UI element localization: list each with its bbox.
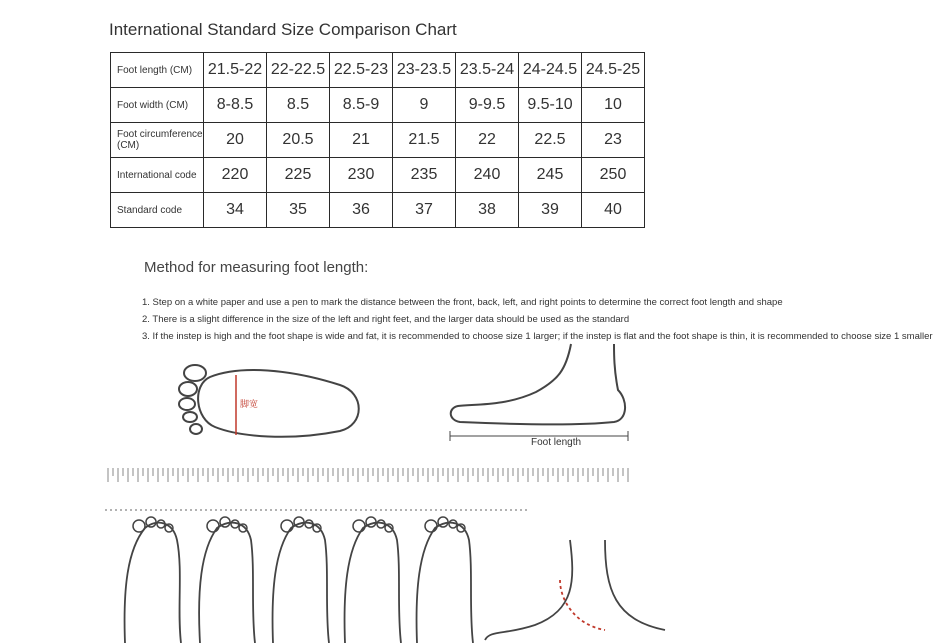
- table-row: [111, 53, 645, 88]
- table-cell: 235: [393, 158, 456, 193]
- row-label: Foot width (CM): [111, 88, 204, 123]
- table-cell: 225: [267, 158, 330, 193]
- table-cell: 8.5-9: [330, 88, 393, 123]
- table-cell: 250: [582, 158, 645, 193]
- table-cell: 10: [582, 88, 645, 123]
- table-cell: 24.5-25: [582, 53, 645, 88]
- table-cell: 245: [519, 158, 582, 193]
- table-cell: 22: [456, 123, 519, 158]
- size-comparison-table: [110, 52, 645, 228]
- row-label: Foot circumference (CM): [111, 123, 204, 158]
- table-cell: 22.5: [519, 123, 582, 158]
- table-cell: 9-9.5: [456, 88, 519, 123]
- table-cell: 20: [204, 123, 267, 158]
- foot-side-figure: [446, 340, 636, 445]
- row-label: Foot length (CM): [111, 53, 204, 88]
- row-label: Standard code: [111, 193, 204, 228]
- table-cell: 240: [456, 158, 519, 193]
- table-cell: 24-24.5: [519, 53, 582, 88]
- table-cell: 220: [204, 158, 267, 193]
- table-cell: 35: [267, 193, 330, 228]
- foot-length-label: Foot length: [531, 437, 582, 448]
- table-cell: 23-23.5: [393, 53, 456, 88]
- foot-shapes-figure: [105, 500, 710, 643]
- row-label: International code: [111, 158, 204, 193]
- ruler: [108, 466, 630, 484]
- table-cell: 39: [519, 193, 582, 228]
- table-cell: 21.5: [393, 123, 456, 158]
- table-cell: 8.5: [267, 88, 330, 123]
- measure-note-3: 3. If the instep is high and the foot shape is wide and fat, it is recommended to choose size 1 larger; if the instep is flat and the foot shape is thin, it is recommended to choose size 1 smaller: [142, 331, 933, 342]
- table-cell: 36: [330, 193, 393, 228]
- table-row: [111, 88, 645, 123]
- table-cell: 9.5-10: [519, 88, 582, 123]
- table-cell: 40: [582, 193, 645, 228]
- table-cell: 38: [456, 193, 519, 228]
- table-cell: 21: [330, 123, 393, 158]
- chart-title: International Standard Size Comparison Chart: [109, 20, 457, 39]
- table-cell: 21.5-22: [204, 53, 267, 88]
- table-cell: 230: [330, 158, 393, 193]
- table-row: [111, 158, 645, 193]
- table-row: [111, 193, 645, 228]
- table-cell: 9: [393, 88, 456, 123]
- table-cell: 37: [393, 193, 456, 228]
- measure-note-1: 1. Step on a white paper and use a pen to mark the distance between the front, back, left, and right points to determine the correct foot length and shape: [142, 297, 783, 308]
- table-cell: 22.5-23: [330, 53, 393, 88]
- table-cell: 20.5: [267, 123, 330, 158]
- foot-width-label: 脚宽: [240, 400, 259, 410]
- footprint-width-figure: [170, 355, 370, 445]
- table-cell: 23.5-24: [456, 53, 519, 88]
- method-title: Method for measuring foot length:: [144, 259, 369, 276]
- table-cell: 23: [582, 123, 645, 158]
- table-cell: 8-8.5: [204, 88, 267, 123]
- measure-note-2: 2. There is a slight difference in the size of the left and right feet, and the larger data should be used as the standard: [142, 314, 630, 325]
- table-cell: 34: [204, 193, 267, 228]
- table-row: [111, 123, 645, 158]
- table-cell: 22-22.5: [267, 53, 330, 88]
